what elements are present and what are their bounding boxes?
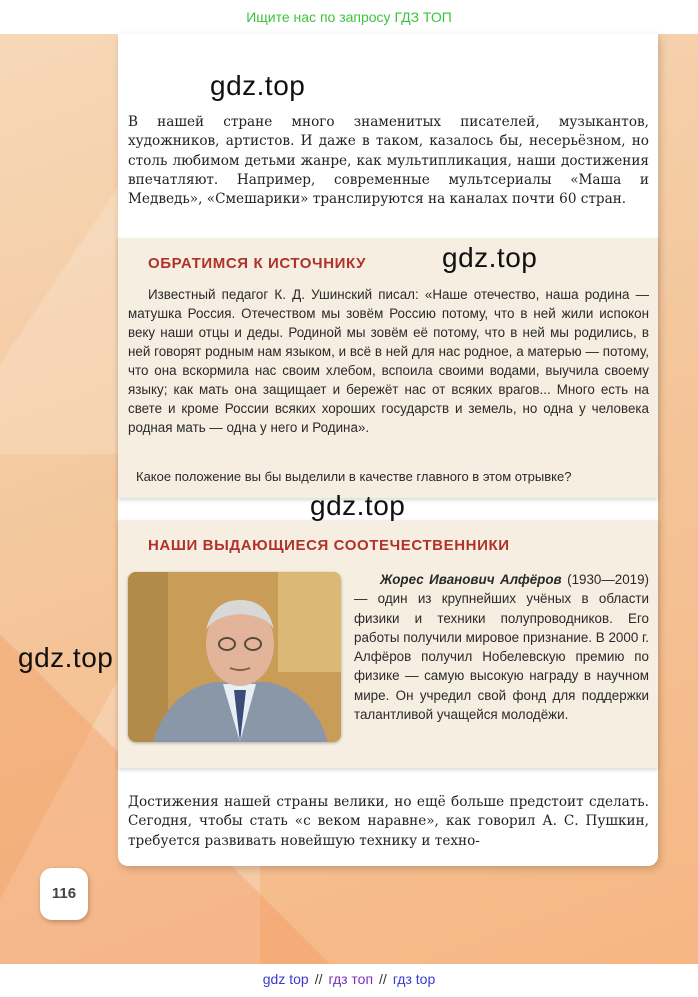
intro-paragraph: В нашей стране много знаменитых писателей, музыкантов, художников, артистов. И даже в таком, казалось бы, несерьёзном, но столь любимом детьми жанре, как мультипликация, наши достижения впечатляют. Например, современные мультсериалы «Маша и Медведь», «Смешарики» транслируются на каналах почти 60 стран. xyxy=(128,114,649,208)
alferov-bio xyxy=(354,570,649,724)
people-box-title: НАШИ ВЫДАЮЩИЕСЯ СООТЕЧЕСТВЕННИКИ xyxy=(148,537,510,554)
alferov-portrait xyxy=(128,572,341,742)
source-box-title: ОБРАТИМСЯ К ИСТОЧНИКУ xyxy=(148,255,367,272)
watermark: gdz.top xyxy=(442,242,538,273)
portrait-drawing xyxy=(128,572,341,742)
footer-link-gdz-top-ru[interactable]: гдз топ xyxy=(328,971,374,987)
watermark: gdz.top xyxy=(310,490,406,521)
footer-link-gdz-top[interactable]: gdz top xyxy=(262,971,309,987)
question-text: Какое положение вы бы выделили в качестве главного в этом отрывке? xyxy=(136,469,572,484)
source-box xyxy=(118,238,658,498)
person-name: Жорес Иванович Алфёров xyxy=(380,572,562,587)
ushinsky-quote: Известный педагог К. Д. Ушинский писал: «Наше отечество, наша родина — матушка Россия. Отечеством мы зовём Россию потому, что в ней жили испокон веку наши отцы и деды. Родиной мы зовём её потому, что в ней мы родились, в ней говорят родным нам языком, и всё в ней для нас родное, а матерью — потому, что она вскормила нас своим хлебом, вспоила своими водами, выучила своему языку; как мать она защищает и бережёт нас от всяких врагов... Много есть на свете и кроме России всяких хороших государств и земель, но одна у человека родная мать — одна у него и Родина». xyxy=(128,287,649,435)
footer-links xyxy=(0,964,698,997)
footer-separator: // xyxy=(314,971,323,987)
bio-text: (1930—2019) — один из крупнейших учёных в области физики и техники полупроводников. Его работы получили мировое признание. В 2000 г. Алфёров получил Нобелевскую премию по физике — самую высокую награду в научном мире. Он учредил свой фонд для поддержки талантливой учащейся молодёжи. xyxy=(354,572,649,723)
watermark: gdz.top xyxy=(210,70,306,101)
footer-link-gdz-top-mixed[interactable]: гдз top xyxy=(392,971,436,987)
search-banner: Ищите нас по запросу ГДЗ ТОП xyxy=(0,0,698,34)
closing-paragraph: Достижения нашей страны велики, но ещё больше предстоит сделать. Сегодня, чтобы стать «с веком наравне», как говорил А. С. Пушкин, требуется развивать новейшую технику и техно- xyxy=(128,794,649,849)
watermark: gdz.top xyxy=(18,642,114,673)
page-number: 116 xyxy=(40,868,88,920)
footer-separator: // xyxy=(379,971,387,987)
